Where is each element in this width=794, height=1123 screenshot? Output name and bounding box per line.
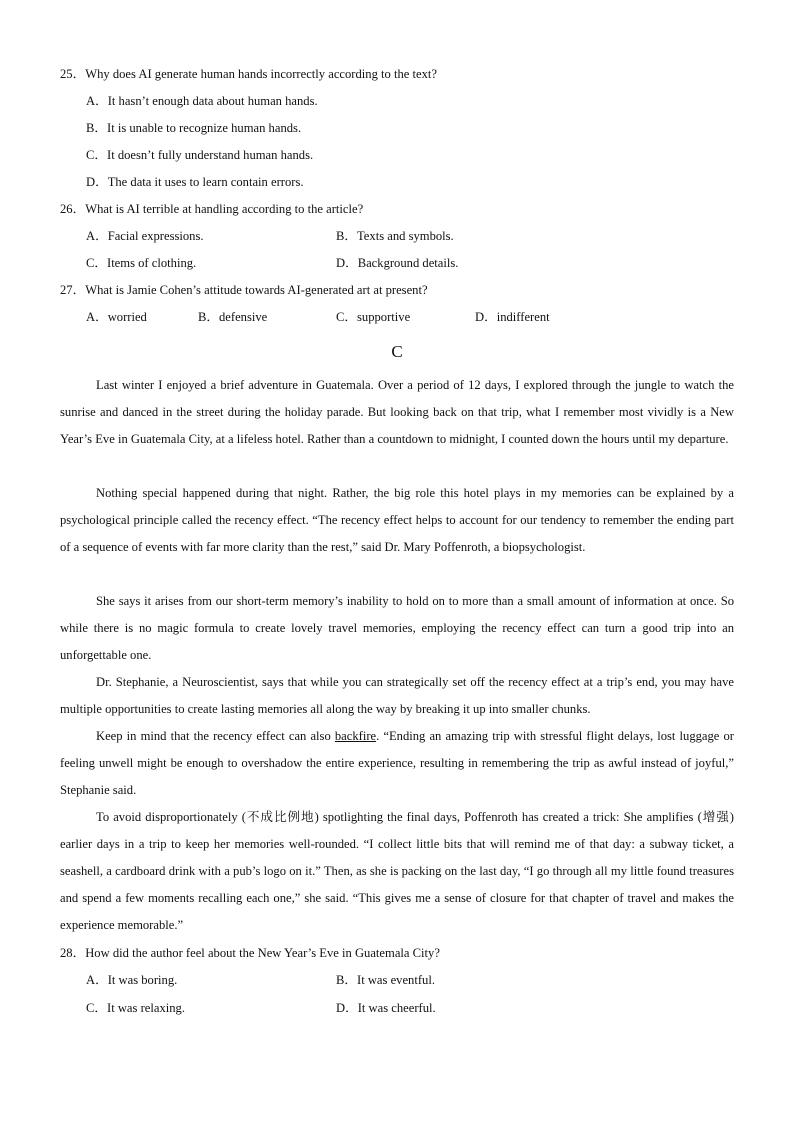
underlined-word-backfire: backfire bbox=[334, 729, 377, 743]
passage-paragraph-4: Dr. Stephanie, a Neuroscientist, says that while you can strategically set off the recency effect at a trip’s end, you may have multiple opportunities to create lasting memories all along the way by breaking it up into smaller chunks. bbox=[60, 675, 734, 716]
question-28-option-b: B．It was eventful. bbox=[336, 973, 435, 987]
paragraph-5-text-before: Keep in mind that the recency effect can also bbox=[96, 729, 335, 743]
question-27-stem: 27．What is Jamie Cohen’s attitude towards AI-generated art at present? bbox=[60, 283, 428, 297]
question-28-option-d: D．It was cheerful. bbox=[336, 1001, 436, 1015]
question-28-option-a: A．It was boring. bbox=[86, 973, 178, 987]
passage-paragraph-1: Last winter I enjoyed a brief adventure in Guatemala. Over a period of 12 days, I explored through the jungle to watch the sunrise and danced in the street during the holiday parade. But looking back on that trip, what I remember most vividly is a New Year’s Eve in Guatemala City, at a lifeless hotel. Rather than a countdown to midnight, I counted down the hours until my departure. bbox=[60, 378, 734, 446]
question-25-option-d: D．The data it uses to learn contain errors. bbox=[86, 175, 304, 189]
question-26-option-c: C．Items of clothing. bbox=[86, 256, 197, 270]
passage-paragraph-2: Nothing special happened during that night. Rather, the big role this hotel plays in my memories can be explained by a psychological principle called the recency effect. “The recency effect helps to account for our tendency to remember the ending part of a sequence of events with far more clarity than the rest,” said Dr. Mary Poffenroth, a biopsychologist. bbox=[60, 486, 734, 554]
question-27-option-d: D．indifferent bbox=[475, 310, 550, 324]
question-25-option-a: A．It hasn’t enough data about human hands. bbox=[86, 94, 318, 108]
paragraph-5-text-after: . “Ending an amazing trip with stressful flight delays, lost luggage or feeling unwell might be enough to overshadow the entire experience, resulting in remembering the trip as awful instead of joyful,” Stephanie said. bbox=[60, 729, 734, 797]
question-25-option-b: B．It is unable to recognize human hands. bbox=[86, 121, 302, 135]
question-26-option-d: D．Background details. bbox=[336, 256, 459, 270]
passage-paragraph-5 bbox=[60, 723, 734, 804]
question-26-option-b: B．Texts and symbols. bbox=[336, 229, 454, 243]
question-27-option-b: B．defensive bbox=[198, 310, 268, 324]
question-25-option-c: C．It doesn’t fully understand human hands. bbox=[86, 148, 314, 162]
question-26-option-a: A．Facial expressions. bbox=[86, 229, 204, 243]
question-26-stem: 26．What is AI terrible at handling according to the article? bbox=[60, 202, 364, 216]
question-27-option-a: A．worried bbox=[86, 310, 147, 324]
question-25-stem: 25．Why does AI generate human hands incorrectly according to the text? bbox=[60, 67, 437, 81]
question-27-option-c: C．supportive bbox=[336, 310, 411, 324]
passage-paragraph-6: To avoid disproportionately (不成比例地) spotlighting the final days, Poffenroth has created a trick: She amplifies (增强) earlier days in a trip to keep her memories well-rounded. “I collect little bits that will remind me of that day: a subway ticket, a seashell, a cardboard drink with a pub’s logo on it.” Then, as she is packing on the last day, “I go through all my little found treasures and spend a few moments recalling each one,” she said. “This gives me a sense of closure for that chapter of travel and makes the experience memorable.” bbox=[60, 810, 734, 932]
section-title: C bbox=[391, 342, 403, 361]
question-28-option-c: C．It was relaxing. bbox=[86, 1001, 185, 1015]
passage-paragraph-3: She says it arises from our short-term memory’s inability to hold on to more than a small amount of information at once. So while there is no magic formula to create lovely travel memories, employing the recency effect can turn a good trip into an unforgettable one. bbox=[60, 594, 734, 662]
question-28-stem: 28．How did the author feel about the New Year’s Eve in Guatemala City? bbox=[60, 946, 440, 960]
